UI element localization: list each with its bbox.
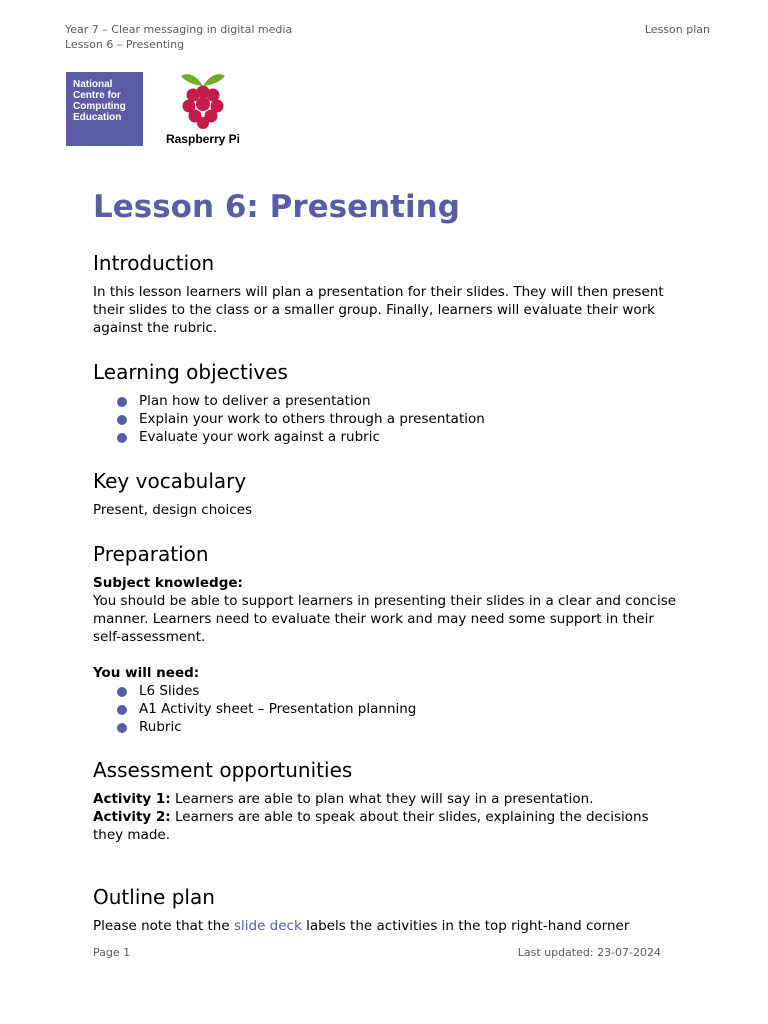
- lesson-subtitle: Lesson 6 – Presenting: [65, 38, 185, 51]
- slide-deck-link[interactable]: slide deck: [233, 918, 302, 934]
- raspberry-pi-wordmark: Raspberry Pi: [165, 132, 241, 146]
- you-will-need-label: You will need:: [93, 665, 200, 681]
- preparation-heading: Preparation: [93, 542, 209, 566]
- course-title: Year 7 – Clear messaging in digital media: [65, 23, 293, 36]
- assessment-activity-2: Activity 2: Learners are able to speak about their slides, explaining the decisions they made.: [93, 809, 649, 843]
- vocabulary-heading: Key vocabulary: [93, 469, 247, 493]
- outline-text: Please note that the slide deck labels the activities in the top right-hand corner: [93, 918, 630, 934]
- subject-knowledge-label: Subject knowledge:: [93, 575, 243, 591]
- introduction-heading: Introduction: [93, 251, 215, 275]
- last-updated: Last updated: 23-07-2024: [517, 946, 661, 959]
- objectives-list: [93, 392, 485, 446]
- list-item: Evaluate your work against a rubric: [93, 428, 485, 446]
- list-item: Rubric: [93, 718, 416, 736]
- raspberry-pi-logo: [158, 70, 248, 150]
- objectives-heading: Learning objectives: [93, 360, 288, 384]
- page-title: Lesson 6: Presenting: [93, 189, 460, 225]
- list-item: A1 Activity sheet – Presentation planning: [93, 700, 416, 718]
- document-header: [65, 22, 292, 52]
- list-item: L6 Slides: [93, 682, 416, 700]
- document-type: Lesson plan: [644, 23, 710, 36]
- outline-heading: Outline plan: [93, 885, 215, 909]
- materials-list: [93, 682, 416, 736]
- list-item: Explain your work to others through a presentation: [93, 410, 485, 428]
- assessment-heading: Assessment opportunities: [93, 758, 353, 782]
- subject-knowledge-text: You should be able to support learners in presenting their slides in a clear and concise manner. Learners need to evaluate their work and may need some support in their self-assessment.: [93, 593, 677, 645]
- assessment-activity-1: Activity 1: Learners are able to plan what they will say in a presentation.: [93, 791, 594, 807]
- page-number: Page 1: [93, 946, 131, 959]
- list-item: Plan how to deliver a presentation: [93, 392, 485, 410]
- vocabulary-text: Present, design choices: [93, 502, 253, 518]
- raspberry-icon: [176, 70, 230, 130]
- introduction-text: In this lesson learners will plan a presentation for their slides. They will then present their slides to the class or a smaller group. Finally, learners will evaluate their work against the rubric.: [93, 284, 664, 336]
- ncce-logo: National Centre for Computing Education: [66, 72, 143, 146]
